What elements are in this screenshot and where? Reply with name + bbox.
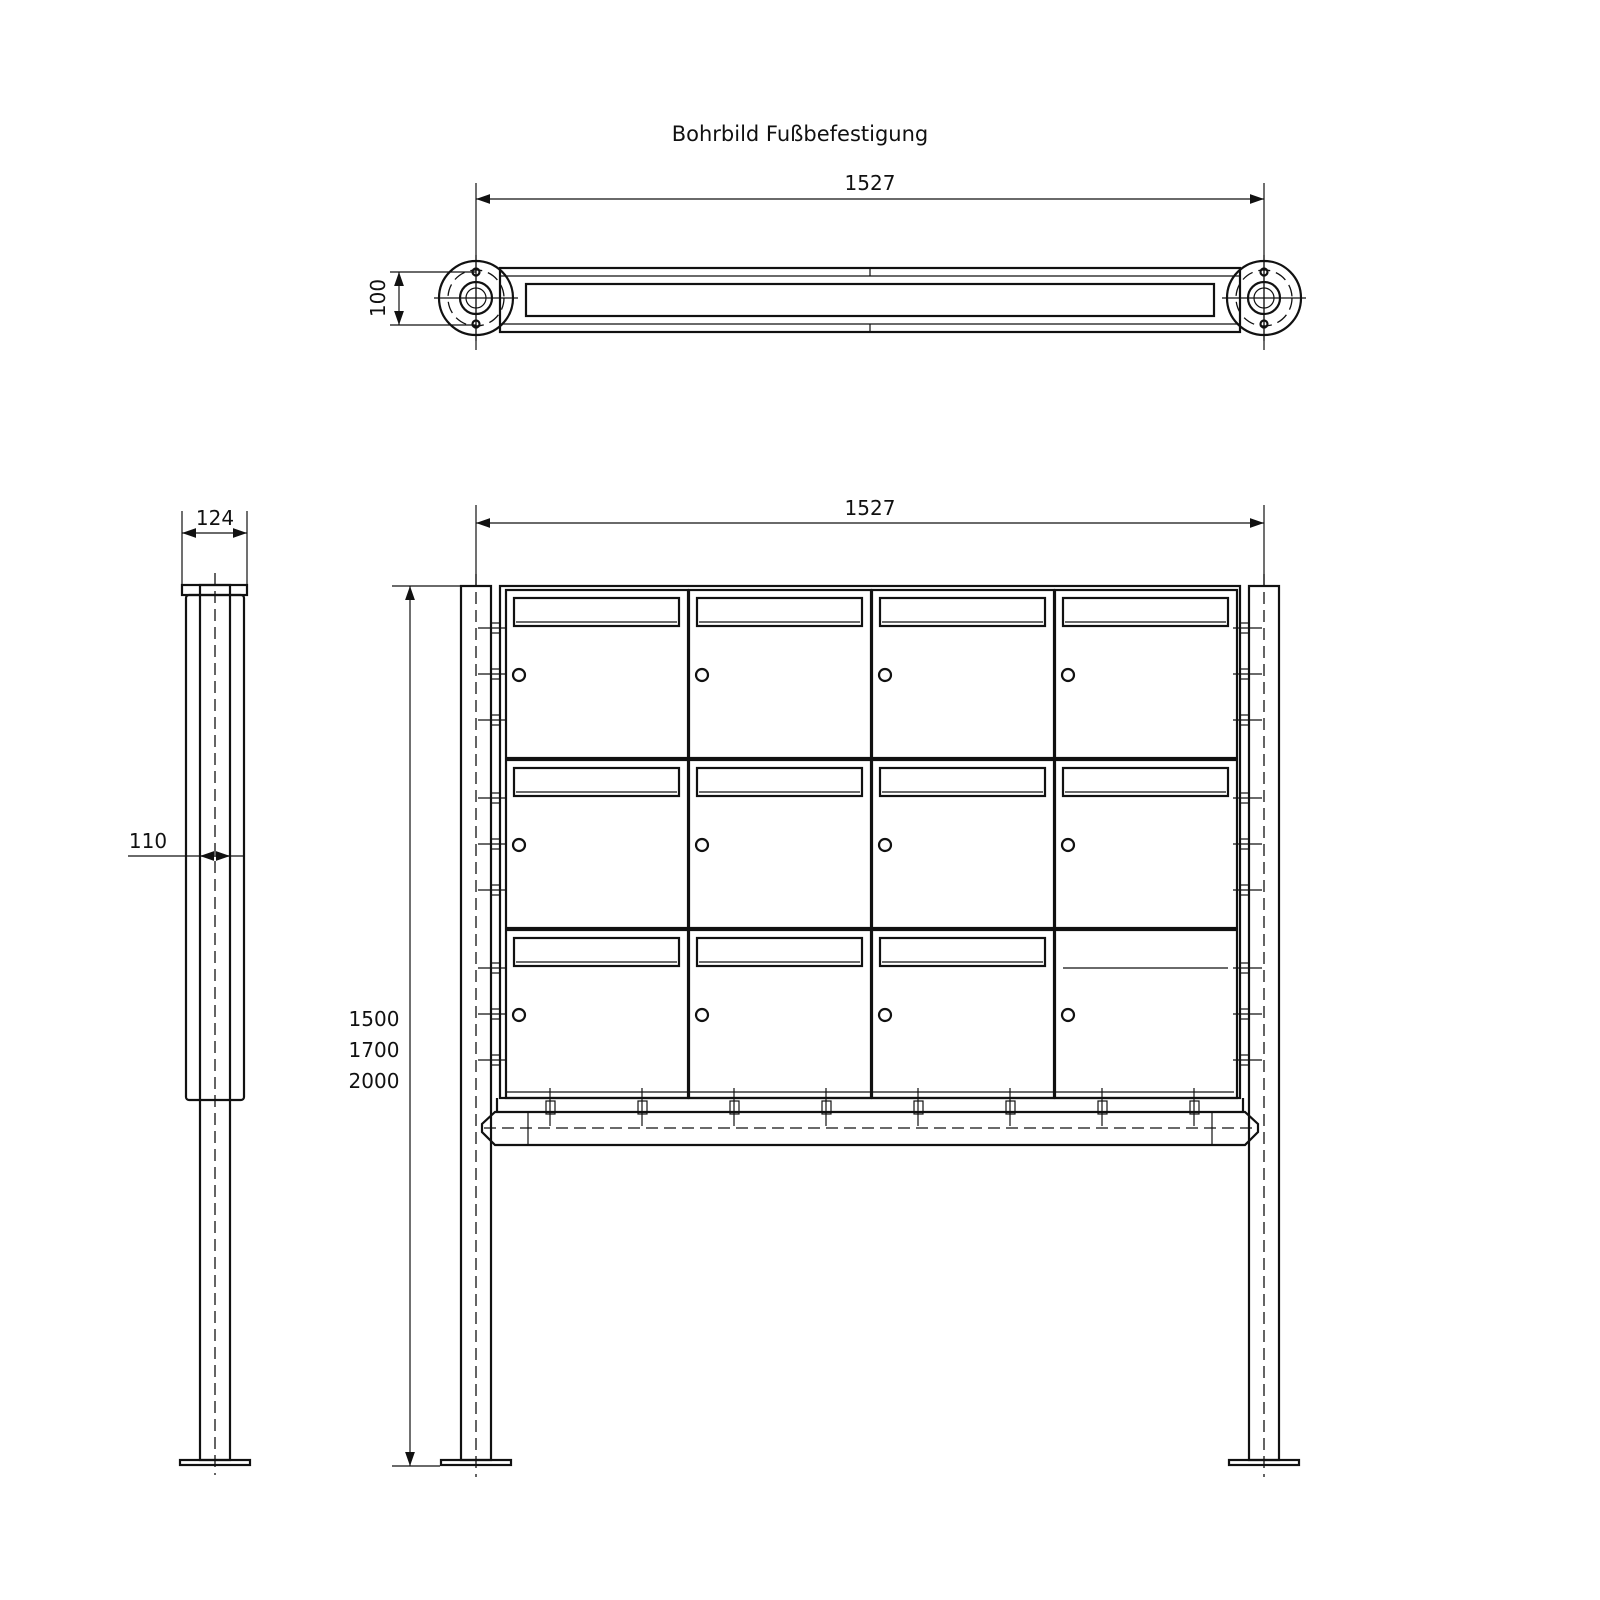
top-width-label: 1527 (844, 171, 896, 195)
mail-slot (880, 768, 1045, 796)
mailbox-door (689, 760, 871, 928)
mailbox-door (506, 760, 688, 928)
bracket (478, 839, 507, 849)
bracket (478, 885, 507, 895)
bracket (478, 1055, 507, 1065)
lock-icon (879, 839, 891, 851)
drawing-title: Bohrbild Fußbefestigung (671, 122, 929, 146)
height-label-1: 1500 (348, 1007, 400, 1031)
bolt (546, 1088, 555, 1126)
front-view (349, 496, 1299, 1477)
right-post (1249, 586, 1279, 1460)
mailbox-door (872, 590, 1054, 758)
bolt (1190, 1088, 1199, 1126)
bracket (478, 623, 507, 633)
bracket (478, 715, 507, 725)
bracket (478, 963, 507, 973)
mail-slot (697, 768, 862, 796)
lock-icon (513, 669, 525, 681)
bolt (914, 1088, 923, 1126)
mailbox-door (872, 760, 1054, 928)
mail-slot (1063, 598, 1228, 626)
lock-icon (696, 1009, 708, 1021)
lock-icon (879, 1009, 891, 1021)
lock-icon (1062, 839, 1074, 851)
lock-icon (696, 669, 708, 681)
lock-icon (879, 669, 891, 681)
mail-slot (697, 598, 862, 626)
mailbox-door (689, 590, 871, 758)
lock-icon (696, 839, 708, 851)
mailbox-door (1055, 760, 1237, 928)
bolt (730, 1088, 739, 1126)
mailbox-door (689, 930, 871, 1098)
top-frame (500, 268, 1240, 332)
mailbox-door (872, 930, 1054, 1098)
lock-icon (1062, 669, 1074, 681)
height-label-2: 1700 (348, 1038, 400, 1062)
mailbox-door (506, 930, 688, 1098)
height-label-3: 2000 (348, 1069, 400, 1093)
side-depth-label: 124 (195, 506, 235, 530)
mail-slot (697, 938, 862, 966)
bolt (1098, 1088, 1107, 1126)
mail-slot (514, 768, 679, 796)
mailbox-door (506, 590, 688, 758)
top-crossbar (526, 284, 1214, 316)
mail-slot (1063, 768, 1228, 796)
side-view (128, 506, 250, 1475)
mailbox-cells (506, 590, 1237, 1098)
mailbox-door (1055, 930, 1237, 1098)
mail-slot (514, 598, 679, 626)
lock-icon (513, 1009, 525, 1021)
side-post (200, 585, 230, 1460)
post-size-label: 110 (128, 829, 168, 853)
front-width-label: 1527 (844, 496, 896, 520)
bolt (638, 1088, 647, 1126)
left-post (461, 586, 491, 1460)
lock-icon (1062, 1009, 1074, 1021)
bolt (822, 1088, 831, 1126)
bracket (478, 793, 507, 803)
top-depth-label: 100 (366, 278, 390, 318)
lock-icon (513, 839, 525, 851)
mail-slot (514, 938, 679, 966)
mailbox-door (1055, 590, 1237, 758)
bracket (478, 1009, 507, 1019)
mail-slot (880, 938, 1045, 966)
bracket (478, 669, 507, 679)
mail-slot (880, 598, 1045, 626)
top-view (366, 171, 1306, 350)
bolt (1006, 1088, 1015, 1126)
